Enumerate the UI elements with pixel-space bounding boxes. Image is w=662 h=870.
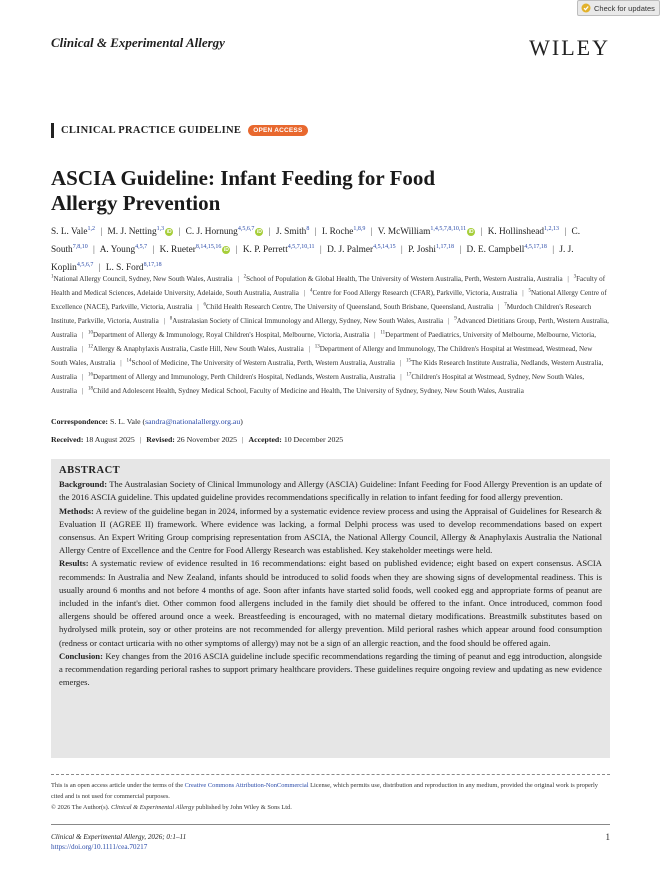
author-name: C. J. Hornung	[185, 227, 238, 238]
author-separator: |	[480, 227, 483, 238]
abstract-heading: ABSTRACT	[59, 465, 121, 476]
author-name: P. Joshi	[408, 245, 436, 256]
doi-link[interactable]: https://doi.org/10.1111/cea.70217	[51, 843, 148, 851]
accepted-date: 10 December 2025	[283, 435, 344, 444]
author[interactable]	[243, 245, 315, 255]
results-label: Results:	[59, 558, 89, 569]
revised-date: 26 November 2025	[176, 435, 238, 444]
author-affiliation-marks: 7,8,10	[72, 244, 88, 251]
author-name: L. S. Ford	[105, 263, 144, 274]
affiliation-item	[88, 331, 369, 339]
author-separator: |	[459, 245, 462, 256]
license-post: License, which permits use, distribution and reproduction in any medium, provided the original work is properly cited and is not used for commercial purposes.	[51, 782, 598, 800]
author-name: A. Young	[99, 245, 136, 256]
affiliation-separator: |	[399, 359, 402, 368]
copyright-post: published by John Wiley & Sons Ltd.	[194, 803, 292, 811]
footer-divider	[51, 824, 610, 825]
author-separator: |	[98, 263, 101, 274]
abstract-background	[59, 478, 602, 504]
author[interactable]	[160, 245, 231, 255]
check-for-updates-label: Check for updates	[594, 3, 655, 13]
author-affiliation-marks: 4,5,6,7	[76, 262, 94, 269]
affiliation-separator: |	[81, 345, 84, 354]
affiliation-separator: |	[120, 359, 122, 368]
affiliation-number: 2	[243, 275, 247, 280]
author-name: M. J. Netting	[107, 227, 157, 238]
affiliation-separator: |	[567, 275, 569, 284]
orcid-icon[interactable]: iD	[468, 229, 474, 236]
correspondence-email-link[interactable]: sandra@nationalallergy.org.au	[145, 417, 241, 426]
article-type-label: CLINICAL PRACTICE GUIDELINE	[61, 125, 242, 136]
author-affiliation-marks: 8	[306, 226, 310, 232]
author-affiliation-marks: 4,5,17,18	[524, 244, 547, 251]
author-separator: |	[400, 245, 403, 256]
conclusion-label: Conclusion:	[59, 650, 103, 661]
author-separator: |	[552, 245, 555, 256]
author-separator: |	[319, 245, 322, 256]
footer-citation	[51, 832, 186, 852]
affiliation-text: The Kids Research Institute Australia, Nedlands, Western Australia, Australia	[51, 359, 604, 382]
author[interactable]	[100, 245, 147, 255]
background-text: The Australasian Society of Clinical Immunology and Allergy (ASCIA) Guideline: Infant Feeding for Food Allergy Prevention is an update of the 2016 ASCIA guideline. This updated guideline provides recommendations specifically in relation to infant feeding for food allergy prevention.	[59, 479, 602, 503]
affiliation-separator: |	[237, 275, 239, 284]
orcid-icon[interactable]: iD	[166, 229, 172, 236]
abstract-methods	[59, 505, 602, 558]
affiliation-text: School of Population & Global Health, The University of Western Australia, Perth, Western Australia, Australia	[246, 275, 563, 284]
affiliation-number: 5	[528, 288, 531, 294]
publisher-logo: WILEY	[529, 35, 610, 60]
affiliation-text: Child and Adolescent Health, Sydney Medical School, Faculty of Medicine and Health, The University of Sydney, Sydney, New South Wales, Australia	[93, 386, 524, 395]
affiliation-text: Department of Allergy & Immunology, Royal Children's Hospital, Melbourne, Victoria, Australia	[93, 331, 370, 340]
background-label: Background:	[59, 479, 108, 490]
affiliation-item	[244, 275, 563, 283]
abstract-box	[51, 459, 610, 758]
affiliation-number: 1	[51, 275, 54, 280]
author-affiliation-marks: 4,5,7,10,11	[287, 244, 315, 251]
author-name: V. McWilliam	[377, 227, 431, 238]
author-name: J. Smith	[275, 227, 307, 238]
affiliation-number: 17	[406, 372, 412, 378]
affiliation-separator: |	[498, 303, 500, 312]
accepted-label: Accepted:	[248, 435, 282, 444]
affiliation-number: 9	[454, 316, 457, 322]
received-label: Received:	[51, 435, 84, 444]
license-notice	[51, 781, 610, 813]
author-name: J. J. Koplin	[51, 245, 574, 274]
affiliation-text: Allergy & Anaphylaxis Australia, Castle Hill, New South Wales, Australia	[93, 345, 304, 354]
author-affiliation-marks: 4,5,6,7	[237, 226, 255, 232]
correspondence-label: Correspondence:	[51, 417, 109, 426]
affiliation-text: Australasian Society of Clinical Immunology and Allergy, Sydney, New South Wales, Australia	[172, 317, 444, 326]
author-name: I. Roche	[321, 227, 354, 238]
author[interactable]	[467, 245, 547, 255]
affiliation-text: National Allergy Centre of Excellence (NACE), Parkville, Victoria, Australia	[51, 289, 607, 312]
affiliation-number: 15	[405, 358, 411, 364]
author-separator: |	[235, 245, 238, 256]
affiliation-number: 8	[169, 316, 173, 322]
article-type-bar	[51, 123, 54, 138]
author-affiliation-marks: 1,3	[156, 226, 165, 232]
title-line-1: ASCIA Guideline: Infant Feeding for Food	[51, 166, 436, 190]
affiliation-text: School of Medicine, The University of Western Australia, Perth, Western Australia, Australia	[131, 359, 395, 368]
copyright-pre: © 2026 The Author(s).	[51, 803, 111, 811]
affiliation-text: Department of Allergy and Immunology, The Children's Hospital at Westmead, Westmead, New South Wales, Australia	[51, 345, 593, 368]
author-affiliation-marks: 4,5,14,15	[373, 244, 396, 251]
affiliation-number: 10	[88, 330, 93, 336]
copyright-journal: Clinical & Experimental Allergy	[110, 803, 195, 811]
affiliation-text: Department of Allergy and Immunology, Perth Children's Hospital, Nedlands, Western Australia, Australia	[93, 373, 396, 382]
affiliation-text: Centre for Food Allergy Research (CFAR), Parkville, Victoria, Australia	[312, 289, 518, 298]
author-separator: |	[314, 227, 317, 238]
author-affiliation-marks: 8,17,18	[143, 262, 162, 269]
check-for-updates-button[interactable]	[577, 0, 660, 16]
results-text: A systematic review of evidence resulted in 16 recommendations: eight based on published evidence; eight based on expert consensus. ASCIA recommends: In Australia and New Zealand, infants should be introduced to solid foods when they are showing signs of developmental readiness. This is usually around 6 months and not before 4 months of age. Soon after infants have started solid foods, well cooked egg and appropriate forms of peanut are included in the infant's diet. Other common food allergens included in the family diet should be offered to the infant. Once introduced, common food allergens should be offered around once a week. Breastfeeding is encouraged, with no maternal dietary modifications. Breastmilk substitutes based on hydrolysed milk protein, soy or other proteins are not recommended for allergy prevention. Mild perioral rashes which appear around food consumption (redness or contact urticaria with no other symptoms of allergy) may not be a sign of an allergic reaction, and the food should be offered again.	[59, 558, 602, 648]
author-separator: |	[100, 227, 103, 238]
author-name: S. L. Vale	[51, 227, 88, 238]
orcid-icon[interactable]: iD	[256, 229, 262, 236]
affiliation-text: Department of Paediatrics, University of Melbourne, Melbourne, Victoria, Australia	[51, 331, 596, 354]
affiliation-separator: |	[400, 373, 402, 382]
abstract-conclusion	[59, 650, 602, 690]
author[interactable]	[408, 245, 454, 255]
affiliation-number: 11	[380, 330, 386, 336]
author-name: K. Rueter	[159, 245, 196, 256]
affiliation-number: 16	[88, 372, 93, 378]
affiliation-text: National Allergy Council, Sydney, New South Wales, Australia	[53, 275, 233, 284]
affiliation-separator: |	[81, 331, 84, 340]
author-affiliation-marks: 1,4,5,7,8,10,11	[430, 226, 467, 232]
affiliation-separator: |	[308, 345, 310, 354]
correspondence-name: S. L. Vale	[109, 417, 141, 426]
affiliation-text: Children's Hospital at Westmead, Sydney, New South Wales, Australia	[51, 373, 585, 395]
correspondence: Correspondence: S. L. Vale (sandra@nationalallergy.org.au)	[51, 417, 243, 426]
affiliation-number: 7	[504, 302, 507, 308]
author-affiliation-marks: 1,8,9	[353, 226, 366, 232]
affiliations	[51, 272, 609, 398]
title-line-2: Allergy Prevention	[51, 191, 221, 215]
author-name: D. J. Palmer	[327, 245, 374, 256]
affiliation-number: 12	[88, 344, 93, 350]
affiliation-number: 13	[314, 344, 320, 350]
affiliation-item	[203, 303, 493, 311]
affiliation-separator: |	[163, 317, 166, 326]
affiliation-separator: |	[81, 373, 84, 382]
crossmark-icon	[581, 3, 591, 13]
abstract-results	[59, 557, 602, 649]
affiliation-item	[88, 345, 304, 353]
affiliation-text: Advanced Dietitians Group, Perth, Western Australia, Australia	[51, 317, 609, 340]
author[interactable]	[51, 227, 95, 237]
methods-text: A review of the guideline began in 2024, informed by a systematic evidence review process and using the Appraisal of Guidelines for Research & Evaluation II (AGREE II) framework. Where evidence was lacking, a formal Delphi process was used to develop recommendations based on expert consensus. An Expert Writing Group comprising representation from ASCIA, the National Allergy Council, Allergy & Anaphylaxis Australia the National Allergy Centre of Excellence and the Centre for Food Allergy Research was established. Key stakeholder meetings were held.	[59, 505, 602, 556]
license-pre: This is an open access article under the terms of the	[51, 782, 185, 789]
journal-name: Clinical & Experimental Allergy	[51, 35, 225, 50]
received-date: 18 August 2025	[85, 435, 135, 444]
author-separator: |	[268, 227, 271, 238]
author[interactable]	[322, 227, 366, 237]
affiliation-item	[88, 373, 395, 381]
affiliation-separator: |	[522, 289, 524, 298]
affiliation-separator: |	[197, 303, 199, 312]
affiliation-separator: |	[374, 331, 376, 340]
author[interactable]	[488, 227, 559, 237]
author-affiliation-marks: 8,14,15,16	[195, 244, 222, 251]
article-dates: Received: 18 August 2025 | Revised: 26 November 2025 | Accepted: 10 December 2025	[51, 435, 344, 444]
author-separator: |	[178, 227, 181, 238]
affiliation-number: 3	[573, 275, 577, 280]
methods-label: Methods:	[59, 505, 94, 516]
affiliation-text: Child Health Research Centre, The University of Queensland, South Brisbane, Queensland, Australia	[205, 303, 494, 312]
author-affiliation-marks: 1,17,18	[436, 244, 454, 251]
article-type	[51, 123, 308, 138]
author-separator: |	[370, 227, 373, 238]
affiliation-number: 6	[203, 302, 206, 308]
affiliation-item	[127, 359, 395, 367]
affiliation-separator: |	[81, 386, 84, 395]
article-title	[51, 166, 471, 216]
affiliation-number: 18	[88, 386, 93, 392]
author[interactable]	[186, 227, 264, 237]
author-name: K. P. Perrett	[242, 245, 288, 256]
affiliation-item	[310, 289, 518, 297]
author-affiliation-marks: 1,2,13	[543, 226, 559, 232]
affiliation-separator: |	[448, 317, 450, 326]
author[interactable]	[276, 227, 309, 237]
page-number: 1	[605, 832, 610, 842]
author-name: D. E. Campbell	[466, 245, 525, 256]
affiliation-separator: |	[303, 289, 306, 298]
author-affiliation-marks: 1,2	[87, 226, 95, 232]
orcid-icon[interactable]: iD	[223, 247, 229, 254]
author-list	[51, 222, 611, 276]
author-separator: |	[564, 227, 567, 238]
author-name: K. Hollinshead	[487, 227, 544, 238]
author-name: C. South	[51, 227, 581, 256]
affiliation-number: 4	[309, 288, 313, 294]
open-access-badge: OPEN ACCESS	[248, 125, 307, 136]
conclusion-text: Key changes from the 2016 ASCIA guideline include specific recommendations regarding the timing of peanut and egg introduction, alongside a recommendation regarding perioral rashes to support primary healthcare providers. These guidelines require ongoing review and updating as new evidence emerges.	[59, 650, 602, 688]
author-affiliation-marks: 4,5,7	[135, 244, 148, 251]
author-separator: |	[93, 245, 95, 256]
author-separator: |	[152, 245, 155, 256]
affiliation-text: Murdoch Children's Research Institute, Parkville, Victoria, Australia	[51, 303, 592, 326]
license-divider	[51, 774, 610, 775]
affiliation-number: 14	[126, 358, 132, 364]
author[interactable]	[378, 227, 475, 237]
author[interactable]	[108, 227, 174, 237]
revised-label: Revised:	[146, 435, 175, 444]
citation-text: Clinical & Experimental Allergy, 2026; 0:1–11	[51, 833, 187, 841]
affiliation-item	[170, 317, 443, 325]
affiliation-text: Faculty of Health and Medical Sciences, Adelaide University, Adelaide, South Australia, Australia	[51, 275, 606, 298]
author[interactable]	[327, 245, 395, 255]
affiliation-item	[51, 275, 233, 283]
cc-license-link[interactable]: Creative Commons Attribution-NonCommercial	[184, 782, 309, 789]
affiliation-item	[88, 387, 524, 395]
